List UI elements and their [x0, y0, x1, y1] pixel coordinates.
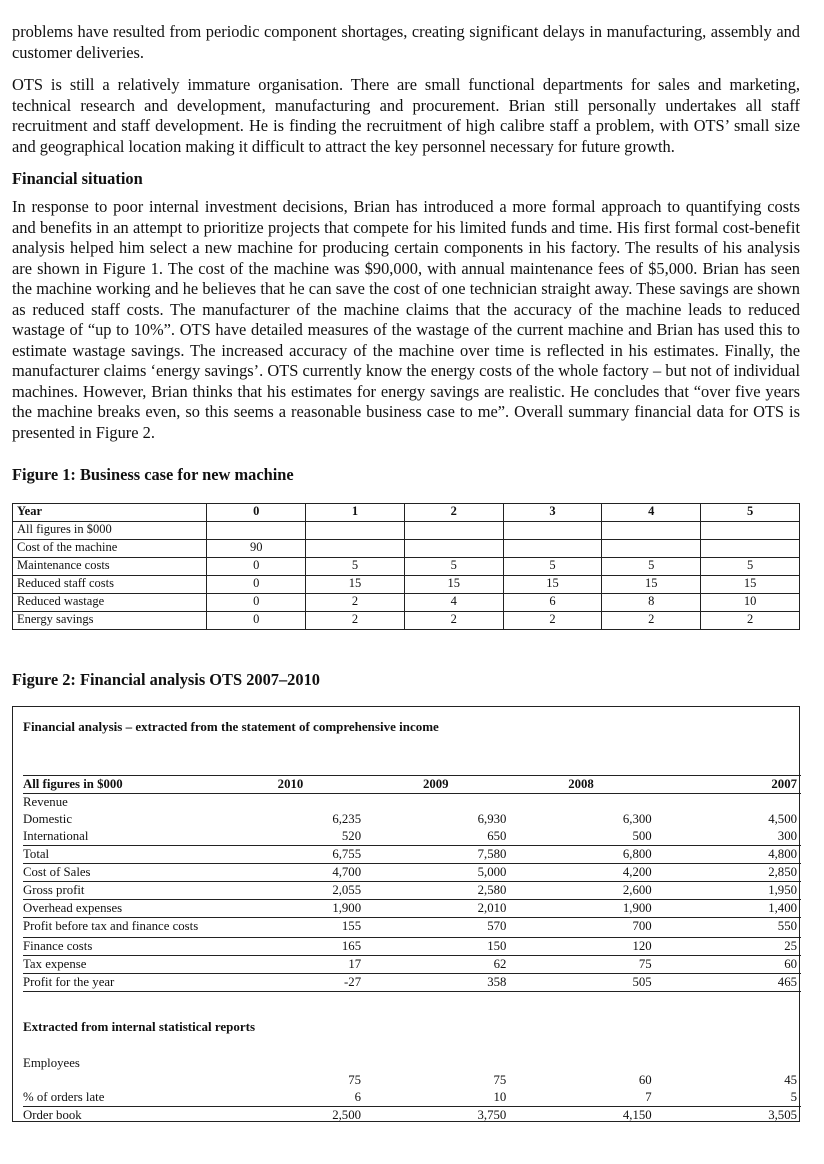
income-row: [23, 918, 801, 938]
figure1-cell: Reduced wastage: [13, 594, 207, 612]
income-value: 2,055: [220, 882, 365, 900]
figure1-cell: 15: [306, 576, 405, 594]
figure1-cell: Maintenance costs: [13, 558, 207, 576]
figure1-cell: 2: [306, 612, 405, 630]
income-value: 6,235: [332, 812, 362, 826]
stats-value: 75: [493, 1073, 507, 1087]
figure1-cell: 2: [404, 612, 503, 630]
income-value: 1,900: [510, 900, 655, 918]
income-value: 1,400: [656, 900, 801, 918]
income-value: 62: [365, 956, 510, 974]
income-row: [23, 846, 801, 864]
page-content: [12, 22, 800, 455]
income-header-cell: All figures in $000: [23, 776, 220, 794]
income-label: Profit before tax and finance costs: [23, 918, 220, 938]
figure1-cell: 10: [701, 594, 800, 612]
figure1-header-cell: 3: [503, 504, 602, 522]
income-value: [656, 794, 801, 812]
stats-value: 5: [656, 1089, 801, 1107]
figure1-cell: 15: [503, 576, 602, 594]
income-value: 500: [510, 828, 655, 846]
figure2-box-title: Financial analysis – extracted from the statement of comprehensive income: [23, 719, 439, 734]
paragraph-organisation: OTS is still a relatively immature organisation. There are small functional departments for sales and marketing, technical research and development, manufacturing and procurement. Brian still personally undertakes all staff recruitment and staff development. He is finding the recruitment of high calibre staff a problem, with OTS’ small size and geographical location making it difficult to attract the key personnel necessary for future growth.: [12, 75, 800, 156]
income-value: 165: [220, 938, 365, 956]
income-header-cell: 2009: [365, 776, 510, 794]
figure1-cell: 15: [701, 576, 800, 594]
income-label: Total: [23, 846, 220, 864]
income-value: [365, 794, 510, 812]
income-value: 650: [365, 828, 510, 846]
income-value: 2,580: [365, 882, 510, 900]
financial-heading: Financial situation: [12, 169, 143, 188]
income-value: 6,300: [622, 812, 652, 826]
stats-value: 3,505: [768, 1108, 797, 1122]
income-row: [23, 900, 801, 918]
figure1-cell: 0: [207, 594, 306, 612]
stats-value: 6: [220, 1089, 365, 1107]
income-value: 6,930: [477, 812, 507, 826]
figure1-cell: [306, 522, 405, 540]
income-value: 150: [365, 938, 510, 956]
income-label: International: [23, 828, 220, 846]
stats-value: 3,750: [477, 1108, 507, 1122]
figure1-cell: [207, 522, 306, 540]
figure1-cell: 5: [404, 558, 503, 576]
income-label: Finance costs: [23, 938, 220, 956]
income-value: 155: [220, 918, 365, 938]
income-value: 6,755: [220, 846, 365, 864]
income-value: 17: [220, 956, 365, 974]
income-value: 7,580: [365, 846, 510, 864]
income-label: Revenue: [23, 795, 68, 809]
figure1-table: [12, 503, 800, 630]
income-value: [220, 794, 365, 812]
income-header-cell: 2010: [220, 776, 365, 794]
statistical-reports-table: [23, 1055, 801, 1124]
figure1-cell: [602, 522, 701, 540]
figure1-cell: [306, 540, 405, 558]
figure1-cell: 2: [503, 612, 602, 630]
income-value: 60: [656, 956, 801, 974]
figure1-cell: 5: [602, 558, 701, 576]
stats-value: 7: [510, 1089, 655, 1107]
figure1-cell: 2: [306, 594, 405, 612]
figure1-cell: 0: [207, 612, 306, 630]
stats-value: 45: [784, 1073, 797, 1087]
figure1-cell: 15: [404, 576, 503, 594]
income-value: 465: [656, 974, 801, 992]
stats-value: 75: [348, 1073, 361, 1087]
figure1-cell: 2: [701, 612, 800, 630]
stats-value: 60: [638, 1073, 652, 1087]
figure1-row: [13, 612, 800, 630]
figure1-row: [13, 540, 800, 558]
figure1-row: [13, 576, 800, 594]
figure1-cell: Cost of the machine: [13, 540, 207, 558]
figure1-cell: [701, 522, 800, 540]
figure1-cell: [503, 522, 602, 540]
income-value: 4,700: [220, 864, 365, 882]
figure1-cell: Energy savings: [13, 612, 207, 630]
figure1-cell: 8: [602, 594, 701, 612]
stats-label: Employees: [23, 1056, 80, 1070]
figure1-header-cell: 1: [306, 504, 405, 522]
income-value: 5,000: [365, 864, 510, 882]
figure1-cell: [404, 522, 503, 540]
income-value: 2,010: [365, 900, 510, 918]
stats-label: Order book: [23, 1108, 82, 1122]
income-value: 6,800: [510, 846, 655, 864]
income-value: 1,900: [220, 900, 365, 918]
income-label: Profit for the year: [23, 974, 220, 992]
income-row: [23, 864, 801, 882]
statistical-reports-title: Extracted from internal statistical reports: [23, 1019, 256, 1034]
figure1-header-cell: 5: [701, 504, 800, 522]
figure1-cell: [701, 540, 800, 558]
income-header-row: [23, 776, 801, 794]
stats-value: 4,150: [622, 1108, 652, 1122]
income-row: [23, 938, 801, 956]
income-row: [23, 811, 801, 828]
income-statement-table: [23, 775, 801, 992]
income-value: 2,600: [510, 882, 655, 900]
stats-value: 10: [365, 1089, 510, 1107]
figure1-cell: [404, 540, 503, 558]
income-row: [23, 882, 801, 900]
income-value: 120: [510, 938, 655, 956]
income-row: [23, 974, 801, 992]
income-value: 358: [365, 974, 510, 992]
figure1-caption: Figure 1: Business case for new machine: [12, 465, 294, 484]
figure1-cell: 5: [503, 558, 602, 576]
figure1-header-cell: 4: [602, 504, 701, 522]
figure1-cell: [602, 540, 701, 558]
stats-value: 2,500: [332, 1108, 361, 1122]
income-value: [510, 794, 655, 812]
figure1-cell: 15: [602, 576, 701, 594]
figure1-header-cell: 0: [207, 504, 306, 522]
figure2-box: [12, 706, 800, 1122]
figure1-cell: 6: [503, 594, 602, 612]
income-value: 2,850: [656, 864, 801, 882]
figure1-cell: All figures in $000: [13, 522, 207, 540]
income-value: 570: [365, 918, 510, 938]
financial-paragraph: In response to poor internal investment decisions, Brian has introduced a more formal approach to quantifying costs and benefits in an attempt to prioritize projects that compete for his limited funds and time. His first formal cost-benefit analysis helped him select a new machine for producing certain components in his factory. The results of his analysis are shown in Figure 1. The cost of the machine was $90,000, with annual maintenance fees of $5,000. Brian has seen the machine working and he believes that he can save the cost of one technician straight away. These savings are shown as reduced staff costs. The manufacturer of the machine claims that the accuracy of the machine leads to reduced wastage of “up to 10%”. OTS have detailed measures of the wastage of the current machine and Brian has used this to estimate wastage savings. The increased accuracy of the machine over time is reflected in his estimates. Finally, the manufacturer claims ‘energy savings’. OTS currently know the energy costs of the whole factory – but not of individual machines. However, Brian thinks that his estimates for energy savings are realistic. He concludes that “over five years the machine breaks even, so this seems a reasonable business case to me”. Overall summary financial data for OTS is presented in Figure 2.: [12, 197, 800, 442]
figure1-header-row: [13, 504, 800, 522]
income-value: 4,500: [768, 812, 797, 826]
figure1-cell: Reduced staff costs: [13, 576, 207, 594]
income-value: 520: [220, 828, 365, 846]
income-value: 4,200: [510, 864, 655, 882]
figure1-cell: [503, 540, 602, 558]
income-header-cell: 2008: [510, 776, 655, 794]
income-label: Gross profit: [23, 882, 220, 900]
income-value: 1,950: [656, 882, 801, 900]
stats-row: [23, 1089, 801, 1107]
income-label: Overhead expenses: [23, 900, 220, 918]
figure1-cell: 0: [207, 558, 306, 576]
income-value: 75: [510, 956, 655, 974]
figure1-header-cell: 2: [404, 504, 503, 522]
income-value: 4,800: [656, 846, 801, 864]
income-row: [23, 794, 801, 812]
income-label: Cost of Sales: [23, 864, 220, 882]
figure1-cell: 90: [207, 540, 306, 558]
figure1-cell: 5: [701, 558, 800, 576]
stats-label: % of orders late: [23, 1089, 220, 1107]
figure1-row: [13, 522, 800, 540]
figure1-row: [13, 558, 800, 576]
figure1-row: [13, 594, 800, 612]
income-value: 700: [510, 918, 655, 938]
figure2-caption: Figure 2: Financial analysis OTS 2007–2010: [12, 670, 320, 689]
income-value: 550: [656, 918, 801, 938]
income-label: Tax expense: [23, 956, 220, 974]
income-value: 300: [656, 828, 801, 846]
figure1-cell: 5: [306, 558, 405, 576]
income-label: Domestic: [23, 812, 73, 826]
income-value: 25: [656, 938, 801, 956]
stats-row: [23, 1107, 801, 1125]
income-row: [23, 828, 801, 846]
figure1-cell: 2: [602, 612, 701, 630]
income-row: [23, 956, 801, 974]
income-header-cell: 2007: [656, 776, 801, 794]
figure1-header-cell: Year: [13, 504, 207, 522]
stats-row: [23, 1055, 801, 1089]
figure1-cell: 4: [404, 594, 503, 612]
income-value: 505: [510, 974, 655, 992]
paragraph-intro: problems have resulted from periodic component shortages, creating significant delays in manufacturing, assembly and customer deliveries.: [12, 22, 800, 62]
figure1-cell: 0: [207, 576, 306, 594]
income-value: -27: [220, 974, 365, 992]
